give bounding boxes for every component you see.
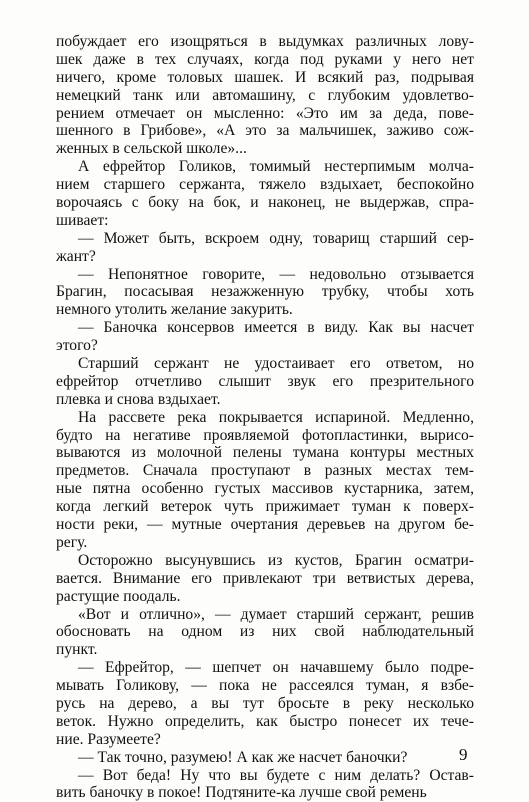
paragraph (56, 606, 474, 660)
text-line: предметов. Сначала проступают в разных местах тем- (56, 462, 474, 480)
paragraph (56, 319, 474, 355)
text-line: когда легкий ветерок чуть прижимает туман к поверх- (56, 498, 474, 516)
paragraph (56, 409, 474, 552)
text-line: русь на дерево, а вы тут бросьте в реку несколько (56, 694, 474, 712)
paragraph (56, 33, 474, 158)
page-number: 9 (459, 745, 468, 764)
text-line: обосновать на одном из них свой наблюдательный (56, 623, 474, 641)
text-line: — Вот беда! Ну что вы будете с ним делать? Остав- (78, 766, 474, 784)
text-line: растущие поодаль. (56, 587, 181, 605)
paragraph (56, 659, 474, 748)
text-line: регу. (56, 533, 88, 551)
text-line: Осторожно высунувшись из кустов, Брагин осматри- (78, 551, 474, 569)
text-line: — Непонятное говорите, — недовольно отзывается (78, 265, 474, 283)
text-line: вываются из молочной пелены тумана контуры местных (56, 444, 474, 462)
text-line: мывать Голикову, — пока не рассеялся туман, я взбе- (56, 677, 474, 695)
text-line: шек даже в тех случаях, когда под руками у него нет (56, 50, 474, 68)
paragraph (56, 355, 474, 409)
paragraph (56, 552, 474, 606)
text-line: плевка и снова вздыхает. (56, 390, 221, 408)
paragraph (56, 158, 474, 230)
text-line: жант? (56, 247, 96, 265)
text-line: — Баночка консервов имеется в виду. Как вы насчет (78, 319, 474, 337)
paragraph (56, 767, 474, 802)
text-line: «Вот и отлично», — думает старший сержант, решив (78, 605, 474, 623)
text-line: побуждает его изощряться в выдумках различных лову- (56, 33, 474, 50)
paragraph (56, 749, 474, 767)
text-line: ные пятна особенно густых массивов кустарника, затем, (56, 480, 474, 498)
text-line: ворочаясь с боку на бок, и наконец, не выдержав, спра- (56, 194, 474, 212)
text-line: этого? (56, 337, 98, 355)
text-line: шивает: (56, 211, 109, 229)
paragraph (56, 230, 474, 266)
text-line: Брагин, посасывая незажженную трубку, чтобы хоть (56, 283, 474, 301)
text-line: будто на негативе проявляемой фотопластинки, вырисо- (56, 426, 474, 444)
text-line: женных в сельской школе»... (56, 140, 247, 158)
text-line: шенного в Грибове», «А это за мальчишек, заживо сож- (56, 122, 474, 140)
text-line: Старший сержант не удостаивает его ответом, но (78, 355, 474, 373)
text-line: вить баночку в покое! Подтяните-ка лучше свой ремень (56, 784, 427, 802)
text-line: — Ефрейтор, — шепчет он начавшему было подре- (78, 659, 474, 677)
text-line: вается. Внимание его привлекают три ветвистых дерева, (56, 569, 474, 587)
text-line: ничего, кроме толовых шашек. И всякий раз, подрывая (56, 68, 474, 86)
body-text (56, 33, 474, 802)
text-line: — Так точно, разумею! А как же насчет баночки? (78, 748, 408, 766)
text-line: ефрейтор отчетливо слышит звук его презрительного (56, 372, 474, 390)
text-line: — Может быть, вскроем одну, товарищ старший сер- (78, 229, 474, 247)
paragraph (56, 266, 474, 320)
text-line: рением отмечает он мысленно: «Это им за деда, пове- (56, 104, 474, 122)
text-line: ние. Разумеете? (56, 730, 161, 748)
text-line: ности реки, — мутные очертания деревьев на другом бе- (56, 516, 474, 534)
text-line: нием старшего сержанта, тяжело вздыхает, беспокойно (56, 176, 474, 194)
text-line: пункт. (56, 641, 98, 659)
text-line: А ефрейтор Голиков, томимый нестерпимым молча- (78, 158, 474, 176)
text-line: немного утолить желание закурить. (56, 301, 293, 319)
text-line: веток. Нужно определить, как быстро понесет их тече- (56, 712, 474, 730)
text-line: немецкий танк или автомашину, с глубоким удовлетво- (56, 86, 474, 104)
text-line: На рассвете река покрывается испариной. Медленно, (78, 408, 474, 426)
